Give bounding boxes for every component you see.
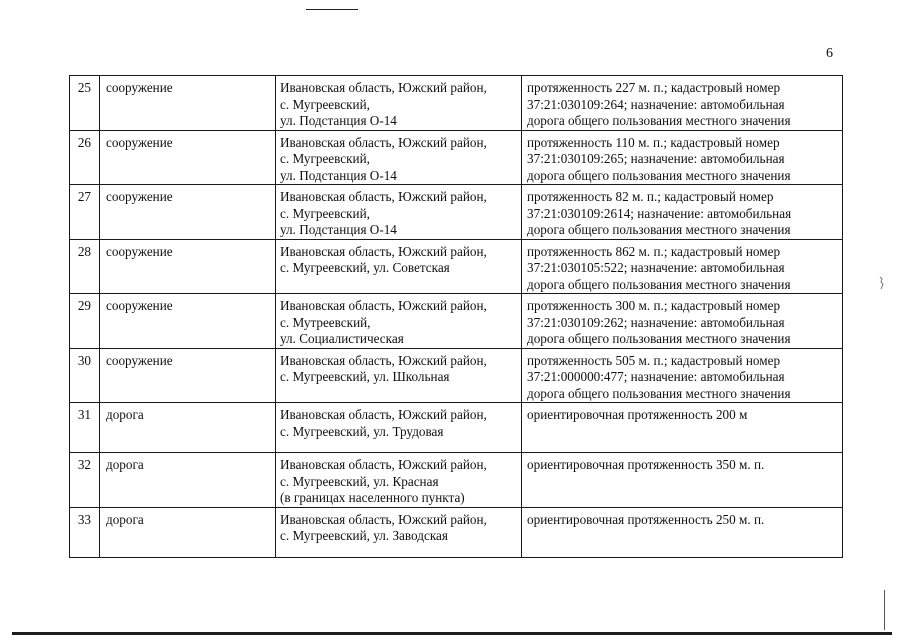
table-row [70,507,843,557]
object-name-cell: дорога [100,507,276,557]
row-number-cell: 25 [70,76,100,131]
address-cell: Ивановская область, Южский район, с. Мугреевский, ул. Заводская [276,507,522,557]
object-name-cell: сооружение [100,239,276,294]
table-row [70,294,843,349]
top-rule [306,9,358,10]
description-cell: протяженность 110 м. п.; кадастровый номер 37:21:030109:265; назначение: автомобильная дорога общего пользования местного значения [522,130,843,185]
address-cell: Ивановская область, Южский район, с. Мугреевский, ул. Подстанция О-14 [276,130,522,185]
description-cell: протяженность 300 м. п.; кадастровый номер 37:21:030109:262; назначение: автомобильная дорога общего пользования местного значения [522,294,843,349]
scan-margin-mark [884,590,885,630]
table-row [70,403,843,453]
table-row [70,185,843,240]
page-number: 6 [826,46,833,61]
row-number-cell: 33 [70,507,100,557]
address-cell: Ивановская область, Южский район, с. Мугреевский, ул. Школьная [276,348,522,403]
row-number-cell: 32 [70,453,100,508]
object-name-cell: сооружение [100,130,276,185]
table-row [70,76,843,131]
address-cell: Ивановская область, Южский район, с. Мугреевский, ул. Красная (в границах населенного пункта) [276,453,522,508]
row-number-cell: 26 [70,130,100,185]
object-name-cell: дорога [100,453,276,508]
address-cell: Ивановская область, Южский район, с. Мугреевский, ул. Подстанция О-14 [276,76,522,131]
row-number-cell: 31 [70,403,100,453]
description-cell: протяженность 862 м. п.; кадастровый номер 37:21:030105:522; назначение: автомобильная дорога общего пользования местного значения [522,239,843,294]
description-cell: протяженность 82 м. п.; кадастровый номер 37:21:030109:2614; назначение: автомобильная дорога общего пользования местного значения [522,185,843,240]
description-cell: ориентировочная протяженность 350 м. п. [522,453,843,508]
row-number-cell: 28 [70,239,100,294]
address-cell: Ивановская область, Южский район, с. Мугреевский, ул. Трудовая [276,403,522,453]
object-name-cell: сооружение [100,348,276,403]
bottom-rule [12,632,892,635]
scan-speck-mark [878,276,884,290]
address-cell: Ивановская область, Южский район, с. Мугреевский, ул. Подстанция О-14 [276,185,522,240]
description-cell: протяженность 505 м. п.; кадастровый номер 37:21:000000:477; назначение: автомобильная дорога общего пользования местного значения [522,348,843,403]
table-row [70,130,843,185]
object-name-cell: сооружение [100,185,276,240]
address-cell: Ивановская область, Южский район, с. Мутреевский, ул. Социалистическая [276,294,522,349]
address-cell: Ивановская область, Южский район, с. Мугреевский, ул. Советская [276,239,522,294]
object-name-cell: сооружение [100,76,276,131]
row-number-cell: 29 [70,294,100,349]
object-name-cell: сооружение [100,294,276,349]
object-name-cell: дорога [100,403,276,453]
table-row [70,453,843,508]
description-cell: ориентировочная протяженность 200 м [522,403,843,453]
row-number-cell: 27 [70,185,100,240]
table-row [70,348,843,403]
property-table [69,75,843,558]
description-cell: ориентировочная протяженность 250 м. п. [522,507,843,557]
description-cell: протяженность 227 м. п.; кадастровый номер 37:21:030109:264; назначение: автомобильная дорога общего пользования местного значения [522,76,843,131]
table-row [70,239,843,294]
row-number-cell: 30 [70,348,100,403]
